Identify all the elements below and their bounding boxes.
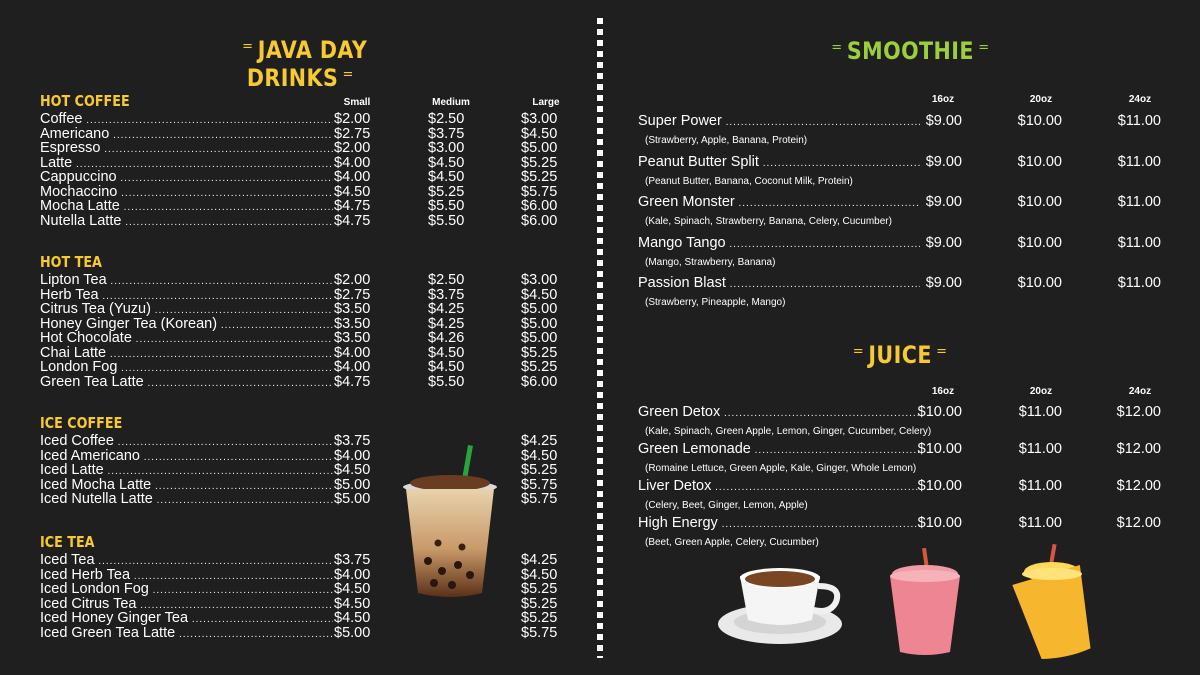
smoothie-item-price: $10.00 — [1017, 234, 1062, 251]
menu-item-row — [40, 170, 580, 185]
menu-item-price: $5.00 — [334, 491, 371, 507]
menu-item-price: $2.75 — [334, 286, 371, 303]
smoothie-item-price: $9.00 — [925, 275, 962, 291]
smoothie-item-price: $9.00 — [925, 153, 962, 170]
menu-item-name: Iced Herb Tea ..... — [40, 568, 333, 584]
smoothie-item-row — [638, 275, 1168, 311]
menu-item-name: Herb Tea ..... — [40, 288, 333, 304]
smoothie-item-price: $11.00 — [1117, 275, 1161, 291]
section-heading: HOT TEA — [40, 253, 102, 271]
menu-item-price: $4.00 — [334, 447, 371, 464]
juice-item-price: $10.00 — [917, 515, 962, 531]
java-title-text: JAVA DAY DRINKS — [246, 36, 368, 92]
smoothie-item-name: Mango Tango ..... — [638, 235, 920, 253]
menu-item-price: $5.25 — [521, 462, 558, 478]
smoothie-item-price: $11.00 — [1117, 153, 1161, 170]
menu-item-name: Cappuccino ..... — [40, 170, 333, 186]
menu-item-price: $2.00 — [334, 111, 371, 127]
menu-item-price: $3.50 — [334, 330, 371, 346]
menu-item-price: $4.00 — [334, 154, 371, 171]
menu-item-price: $4.00 — [334, 359, 371, 375]
menu-item-price: $5.25 — [521, 610, 558, 626]
menu-item-price: $4.25 — [428, 301, 465, 317]
juice-item-row — [638, 404, 1168, 440]
juice-size-20oz: 20oz — [1029, 386, 1053, 397]
menu-item-price: $2.00 — [334, 140, 371, 156]
menu-item-price: $5.00 — [521, 330, 558, 346]
menu-item-row — [40, 156, 580, 171]
menu-item-price: $5.75 — [521, 491, 558, 507]
menu-item-price: $4.75 — [334, 373, 371, 390]
menu-item-name: Iced Mocha Latte ..... — [40, 478, 333, 494]
menu-item-name: Latte ..... — [40, 156, 333, 172]
menu-item-price: $2.50 — [428, 272, 465, 288]
smoothie-item-price: $9.00 — [925, 113, 962, 129]
smoothie-item-price: $10.00 — [1017, 275, 1062, 291]
menu-item-price: $3.75 — [428, 286, 465, 303]
menu-item-name: Mochaccino ..... — [40, 185, 333, 201]
menu-item-price: $4.50 — [521, 286, 558, 303]
menu-item-row — [40, 273, 580, 288]
juice-title-text: JUICE — [868, 341, 932, 369]
menu-item-price: $5.25 — [428, 183, 465, 200]
menu-item-price: $4.75 — [334, 198, 371, 214]
menu-item-row — [40, 288, 580, 303]
menu-item-price: $5.00 — [521, 140, 558, 156]
menu-item-row — [40, 141, 580, 156]
menu-item-name: Coffee ..... — [40, 112, 333, 128]
size-header-small: Small — [343, 97, 371, 108]
menu-item-name: Hot Chocolate ..... — [40, 331, 333, 347]
menu-item-row — [40, 302, 580, 317]
menu-item-row — [40, 331, 580, 346]
menu-item-price: $4.50 — [428, 359, 465, 375]
juice-item-ingredients: (Beet, Green Apple, Celery, Cucumber) — [645, 537, 819, 548]
menu-item-price: $2.00 — [334, 272, 371, 288]
dotted-divider — [597, 18, 603, 658]
juice-item-price: $10.00 — [917, 441, 962, 457]
smoothie-item-price: $9.00 — [925, 234, 962, 251]
menu-item-row — [40, 185, 580, 200]
menu-item-price: $4.50 — [521, 125, 558, 142]
smoothie-item-price: $10.00 — [1017, 153, 1062, 170]
smoothie-size-16oz: 16oz — [931, 94, 955, 105]
menu-item-price: $4.50 — [428, 154, 465, 171]
smoothie-item-name: Green Monster ..... — [638, 194, 920, 212]
iced-coffee-cup-image — [398, 443, 503, 603]
juice-item-price: $10.00 — [917, 404, 962, 420]
juice-title: ⁼ JUICE ⁼ — [852, 341, 948, 369]
juice-item-name: High Energy ..... — [638, 515, 920, 533]
menu-item-price: $3.75 — [334, 552, 371, 568]
menu-item-name: Espresso ..... — [40, 141, 333, 157]
menu-item-price: $5.00 — [334, 476, 371, 493]
menu-item-name: Mocha Latte ..... — [40, 199, 333, 215]
size-header-medium: Medium — [432, 97, 470, 108]
juice-item-price: $12.00 — [1116, 478, 1161, 494]
menu-item-price: $5.25 — [521, 595, 558, 612]
juice-item-price: $11.00 — [1018, 478, 1062, 494]
menu-item-price: $4.50 — [334, 462, 371, 478]
menu-item-price: $6.00 — [521, 212, 558, 229]
menu-item-row — [40, 317, 580, 332]
menu-item-name: Iced Coffee ..... — [40, 434, 333, 450]
menu-item-name: Chai Latte ..... — [40, 346, 333, 362]
menu-item-price: $5.50 — [428, 198, 465, 214]
menu-item-price: $5.25 — [521, 581, 558, 597]
menu-item-row — [40, 375, 580, 390]
menu-item-price: $4.50 — [334, 581, 371, 597]
mango-smoothie-image — [1010, 544, 1100, 662]
menu-item-price: $3.75 — [428, 125, 465, 142]
menu-item-name: Iced Nutella Latte ..... — [40, 492, 333, 508]
juice-size-24oz: 24oz — [1128, 386, 1152, 397]
menu-item-price: $4.25 — [521, 433, 558, 449]
smoothie-size-20oz: 20oz — [1029, 94, 1053, 105]
menu-item-name: Iced Latte ..... — [40, 463, 333, 479]
menu-item-price: $4.50 — [521, 566, 558, 583]
menu-item-name: Iced Honey Ginger Tea ..... — [40, 611, 333, 627]
smoothie-size-24oz: 24oz — [1128, 94, 1152, 105]
menu-item-price: $2.75 — [334, 125, 371, 142]
menu-item-price: $4.50 — [334, 183, 371, 200]
juice-item-price: $11.00 — [1018, 515, 1062, 531]
menu-item-row — [40, 626, 580, 641]
section-heading: ICE COFFEE — [40, 414, 123, 432]
menu-item-name: Green Tea Latte ..... — [40, 375, 333, 391]
menu-item-price: $3.50 — [334, 301, 371, 317]
menu-item-name: Iced Americano ..... — [40, 449, 333, 465]
menu-item-price: $4.50 — [428, 344, 465, 361]
menu-item-price: $4.50 — [334, 610, 371, 626]
juice-item-row — [638, 441, 1168, 477]
juice-item-name: Green Detox ..... — [638, 404, 920, 422]
menu-item-price: $5.25 — [521, 344, 558, 361]
menu-item-price: $5.25 — [521, 169, 558, 185]
menu-item-price: $5.25 — [521, 154, 558, 171]
menu-item-price: $4.26 — [428, 330, 465, 346]
juice-item-ingredients: (Romaine Lettuce, Green Apple, Kale, Ginger, Whole Lemon) — [645, 463, 917, 474]
juice-item-price: $12.00 — [1116, 515, 1161, 531]
section-heading: HOT COFFEE — [40, 92, 130, 110]
smoothie-item-price: $10.00 — [1017, 113, 1062, 129]
menu-item-name: London Fog ..... — [40, 360, 333, 376]
smoothie-item-name: Super Power ..... — [638, 113, 920, 131]
menu-item-price: $5.00 — [521, 301, 558, 317]
menu-item-name: Citrus Tea (Yuzu) ..... — [40, 302, 333, 318]
menu-item-name: Americano ..... — [40, 127, 333, 143]
smoothie-item-price: $11.00 — [1117, 113, 1161, 129]
java-day-drinks-title: ⁼ JAVA DAY DRINKS ⁼ — [242, 36, 368, 92]
juice-item-ingredients: (Kale, Spinach, Green Apple, Lemon, Ginger, Cucumber, Celery) — [645, 426, 932, 437]
smoothie-item-price: $10.00 — [1017, 194, 1062, 210]
hot-coffee-cup-image — [716, 562, 848, 648]
menu-item-price: $3.00 — [521, 111, 558, 127]
menu-item-row — [40, 199, 580, 214]
menu-item-row — [40, 127, 580, 142]
menu-item-name: Nutella Latte ..... — [40, 214, 333, 230]
juice-item-price: $12.00 — [1116, 404, 1161, 420]
menu-item-name: Iced Green Tea Latte ..... — [40, 626, 333, 642]
menu-item-price: $4.50 — [428, 169, 465, 185]
smoothie-title-text: SMOOTHIE — [846, 37, 974, 65]
menu-item-price: $6.00 — [521, 373, 558, 390]
juice-item-price: $11.00 — [1018, 441, 1062, 457]
size-header-large: Large — [532, 97, 560, 108]
menu-item-name: Lipton Tea ..... — [40, 273, 333, 289]
smoothie-item-row — [638, 194, 1168, 230]
menu-item-price: $5.50 — [428, 373, 465, 390]
menu-item-name: Iced London Fog ..... — [40, 582, 333, 598]
menu-item-row — [40, 112, 580, 127]
smoothie-item-row — [638, 154, 1168, 190]
menu-item-price: $4.75 — [334, 212, 371, 229]
menu-item-price: $3.50 — [334, 315, 371, 332]
menu-item-price: $5.75 — [521, 183, 558, 200]
juice-item-name: Green Lemonade ..... — [638, 441, 920, 459]
smoothie-item-name: Passion Blast ..... — [638, 275, 920, 293]
juice-item-price: $11.00 — [1018, 404, 1062, 420]
menu-item-row — [40, 346, 580, 361]
menu-item-price: $5.25 — [521, 359, 558, 375]
menu-item-price: $4.50 — [334, 595, 371, 612]
juice-size-16oz: 16oz — [931, 386, 955, 397]
menu-item-price: $5.75 — [521, 476, 558, 493]
juice-item-price: $10.00 — [917, 478, 962, 494]
smoothie-item-name: Peanut Butter Split ..... — [638, 154, 920, 172]
smoothie-title: ⁼ SMOOTHIE ⁼ — [831, 37, 990, 65]
menu-item-price: $5.50 — [428, 212, 465, 229]
menu-item-price: $6.00 — [521, 198, 558, 214]
menu-item-price: $4.25 — [428, 315, 465, 332]
smoothie-item-price: $9.00 — [925, 194, 962, 210]
menu-item-price: $4.25 — [521, 552, 558, 568]
menu-item-price: $5.00 — [521, 315, 558, 332]
smoothie-item-ingredients: (Peanut Butter, Banana, Coconut Milk, Protein) — [645, 175, 853, 187]
menu-item-price: $3.00 — [428, 140, 465, 156]
smoothie-item-ingredients: (Kale, Spinach, Strawberry, Banana, Celery, Cucumber) — [645, 216, 892, 227]
menu-item-name: Iced Citrus Tea ..... — [40, 597, 333, 613]
menu-item-price: $2.50 — [428, 111, 465, 127]
smoothie-item-price: $11.00 — [1117, 234, 1161, 251]
menu-item-price: $3.00 — [521, 272, 558, 288]
strawberry-smoothie-image — [880, 548, 970, 658]
section-heading: ICE TEA — [40, 533, 95, 551]
smoothie-item-row — [638, 235, 1168, 271]
smoothie-item-ingredients: (Mango, Strawberry, Banana) — [645, 256, 776, 268]
smoothie-item-ingredients: (Strawberry, Apple, Banana, Protein) — [645, 135, 808, 146]
menu-item-name: Honey Ginger Tea (Korean) ..... — [40, 317, 333, 333]
menu-item-price: $4.00 — [334, 344, 371, 361]
menu-item-row — [40, 611, 580, 626]
menu-item-row — [40, 360, 580, 375]
juice-item-name: Liver Detox ..... — [638, 478, 920, 496]
smoothie-item-row — [638, 113, 1168, 149]
juice-item-ingredients: (Celery, Beet, Ginger, Lemon, Apple) — [645, 500, 808, 511]
smoothie-item-ingredients: (Strawberry, Pineapple, Mango) — [645, 297, 786, 308]
menu-item-price: $3.75 — [334, 433, 371, 449]
juice-item-row — [638, 478, 1168, 514]
menu-item-price: $5.75 — [521, 624, 558, 641]
menu-item-row — [40, 214, 580, 229]
menu-item-price: $4.50 — [521, 447, 558, 464]
smoothie-item-price: $11.00 — [1117, 194, 1161, 210]
menu-item-name: Iced Tea ..... — [40, 553, 333, 569]
menu-item-price: $5.00 — [334, 624, 371, 641]
menu-item-price: $4.00 — [334, 566, 371, 583]
menu-item-price: $4.00 — [334, 169, 371, 185]
juice-item-price: $12.00 — [1116, 441, 1161, 457]
